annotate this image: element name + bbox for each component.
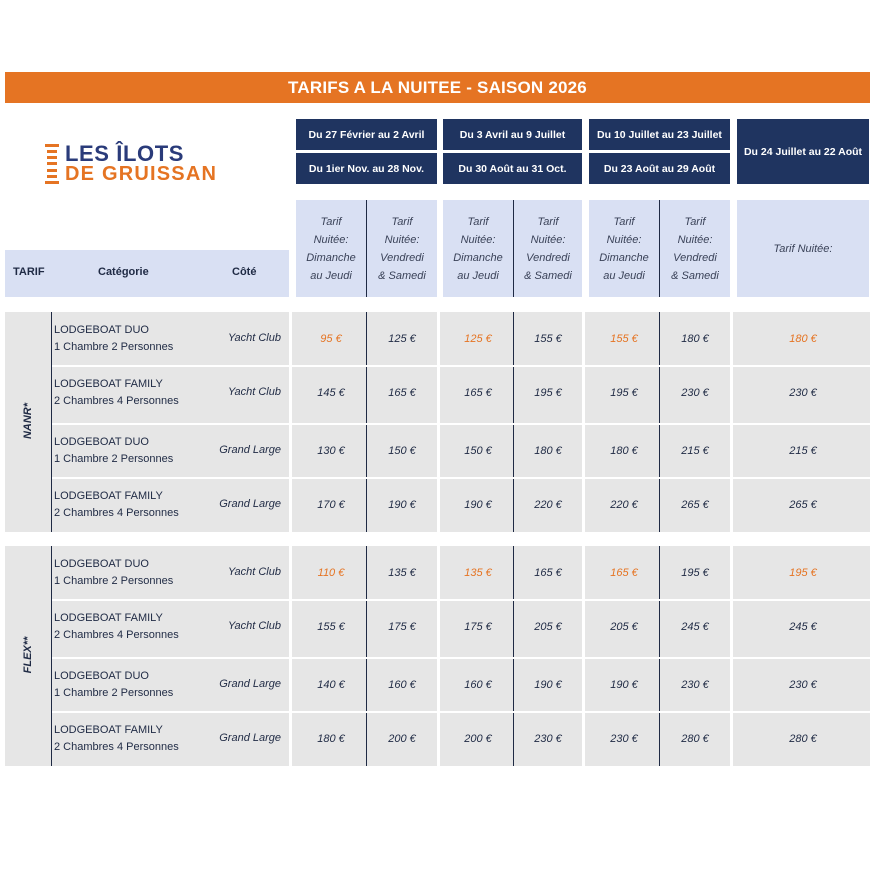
logo-line-2: DE GRUISSAN [65, 163, 218, 185]
price-cell: 200 € [464, 733, 492, 745]
price-cell: 245 € [681, 621, 709, 633]
divider [513, 200, 514, 297]
subheader-single: Tarif Nuitée: [737, 200, 869, 297]
subheader-weekday: Tarif Nuitée: Dimanche au Jeudi [296, 200, 366, 297]
price-cell: 245 € [789, 621, 817, 633]
price-cell: 170 € [317, 499, 345, 511]
logo [45, 143, 217, 185]
price-cell: 230 € [681, 679, 709, 691]
period-3-header: Du 10 Juillet au 23 Juillet [589, 119, 730, 150]
price-cell: 190 € [464, 499, 492, 511]
side-cell: Grand Large [219, 498, 281, 510]
price-cell: 135 € [388, 567, 416, 579]
price-cell: 130 € [317, 445, 345, 457]
side-cell: Grand Large [219, 444, 281, 456]
divider [51, 312, 52, 532]
column-gap [730, 546, 733, 766]
price-cell: 165 € [388, 387, 416, 399]
period-1-alt-header: Du 1ier Nov. au 28 Nov. [296, 153, 437, 184]
price-cell: 125 € [464, 333, 492, 345]
price-cell: 140 € [317, 679, 345, 691]
price-cell: 175 € [464, 621, 492, 633]
subheader-weekday: Tarif Nuitée: Dimanche au Jeudi [589, 200, 659, 297]
category-capacity: 1 Chambre 2 Personnes [54, 341, 174, 353]
category-cell [54, 434, 204, 468]
category-capacity: 1 Chambre 2 Personnes [54, 687, 174, 699]
period-4-header: Du 24 Juillet au 22 Août [737, 119, 869, 184]
category-name: LODGEBOAT FAMILY [54, 378, 163, 390]
column-gap [437, 546, 440, 766]
price-cell: 195 € [534, 387, 562, 399]
price-cell: 155 € [534, 333, 562, 345]
price-cell: 145 € [317, 387, 345, 399]
price-cell: 125 € [388, 333, 416, 345]
category-capacity: 2 Chambres 4 Personnes [54, 629, 179, 641]
side-cell: Grand Large [219, 678, 281, 690]
price-cell: 230 € [534, 733, 562, 745]
price-cell: 165 € [610, 567, 638, 579]
price-cell: 160 € [388, 679, 416, 691]
category-cell [54, 322, 204, 356]
price-cell: 180 € [789, 333, 817, 345]
subheader-weekend: Tarif Nuitée: Vendredi & Samedi [367, 200, 437, 297]
logo-mark-icon [45, 144, 59, 184]
category-cell [54, 722, 204, 756]
side-cell: Yacht Club [228, 332, 281, 344]
page-title: TARIFS A LA NUITEE - SAISON 2026 [5, 72, 870, 103]
subheader-weekday: Tarif Nuitée: Dimanche au Jeudi [443, 200, 513, 297]
category-name: LODGEBOAT DUO [54, 436, 149, 448]
category-cell [54, 376, 204, 410]
price-cell: 190 € [534, 679, 562, 691]
column-gap [289, 312, 292, 532]
price-cell: 180 € [534, 445, 562, 457]
column-gap [582, 546, 585, 766]
column-gap [582, 312, 585, 532]
category-name: LODGEBOAT DUO [54, 558, 149, 570]
side-cell: Yacht Club [228, 620, 281, 632]
price-cell: 155 € [610, 333, 638, 345]
divider [659, 200, 660, 297]
price-cell: 95 € [320, 333, 342, 345]
category-name: LODGEBOAT DUO [54, 324, 149, 336]
column-gap [730, 312, 733, 532]
divider [366, 200, 367, 297]
category-name: LODGEBOAT DUO [54, 670, 149, 682]
price-cell: 230 € [789, 387, 817, 399]
price-cell: 230 € [789, 679, 817, 691]
category-capacity: 2 Chambres 4 Personnes [54, 741, 179, 753]
price-cell: 175 € [388, 621, 416, 633]
price-cell: 280 € [681, 733, 709, 745]
price-cell: 215 € [681, 445, 709, 457]
price-cell: 180 € [317, 733, 345, 745]
price-cell: 150 € [464, 445, 492, 457]
period-2-alt-header: Du 30 Août au 31 Oct. [443, 153, 582, 184]
price-cell: 155 € [317, 621, 345, 633]
subheader-weekend: Tarif Nuitée: Vendredi & Samedi [514, 200, 582, 297]
price-cell: 280 € [789, 733, 817, 745]
price-cell: 180 € [610, 445, 638, 457]
side-cell: Yacht Club [228, 566, 281, 578]
category-cell [54, 610, 204, 644]
price-cell: 205 € [610, 621, 638, 633]
divider [51, 546, 52, 766]
logo-line-1: LES ÎLOTS [65, 141, 185, 166]
category-name: LODGEBOAT FAMILY [54, 612, 163, 624]
price-cell: 195 € [610, 387, 638, 399]
side-cell: Grand Large [219, 732, 281, 744]
price-cell: 190 € [388, 499, 416, 511]
price-cell: 205 € [534, 621, 562, 633]
price-cell: 160 € [464, 679, 492, 691]
side-cell: Yacht Club [228, 386, 281, 398]
price-cell: 110 € [317, 567, 345, 579]
period-2-header: Du 3 Avril au 9 Juillet [443, 119, 582, 150]
side-column-header: Côté [232, 266, 257, 278]
price-cell: 195 € [681, 567, 709, 579]
column-gap [437, 312, 440, 532]
price-cell: 230 € [681, 387, 709, 399]
category-column-header: Catégorie [98, 266, 149, 278]
period-1-header: Du 27 Février au 2 Avril [296, 119, 437, 150]
price-cell: 180 € [681, 333, 709, 345]
category-name: LODGEBOAT FAMILY [54, 490, 163, 502]
price-cell: 165 € [464, 387, 492, 399]
price-cell: 230 € [610, 733, 638, 745]
category-name: LODGEBOAT FAMILY [54, 724, 163, 736]
price-cell: 190 € [610, 679, 638, 691]
price-cell: 265 € [789, 499, 817, 511]
column-gap [289, 546, 292, 766]
price-cell: 200 € [388, 733, 416, 745]
category-capacity: 1 Chambre 2 Personnes [54, 575, 174, 587]
price-cell: 215 € [789, 445, 817, 457]
category-cell [54, 488, 204, 522]
category-cell [54, 668, 204, 702]
price-cell: 195 € [789, 567, 817, 579]
category-capacity: 1 Chambre 2 Personnes [54, 453, 174, 465]
price-cell: 220 € [610, 499, 638, 511]
tarif-column-header: TARIF [13, 266, 45, 278]
price-cell: 220 € [534, 499, 562, 511]
tarif-group-label: NANR* [22, 402, 34, 440]
category-capacity: 2 Chambres 4 Personnes [54, 507, 179, 519]
category-capacity: 2 Chambres 4 Personnes [54, 395, 179, 407]
category-cell [54, 556, 204, 590]
price-cell: 135 € [464, 567, 492, 579]
subheader-weekend: Tarif Nuitée: Vendredi & Samedi [660, 200, 730, 297]
period-3-alt-header: Du 23 Août au 29 Août [589, 153, 730, 184]
price-cell: 265 € [681, 499, 709, 511]
price-cell: 165 € [534, 567, 562, 579]
tarif-group-label: FLEX** [22, 636, 34, 674]
price-cell: 150 € [388, 445, 416, 457]
